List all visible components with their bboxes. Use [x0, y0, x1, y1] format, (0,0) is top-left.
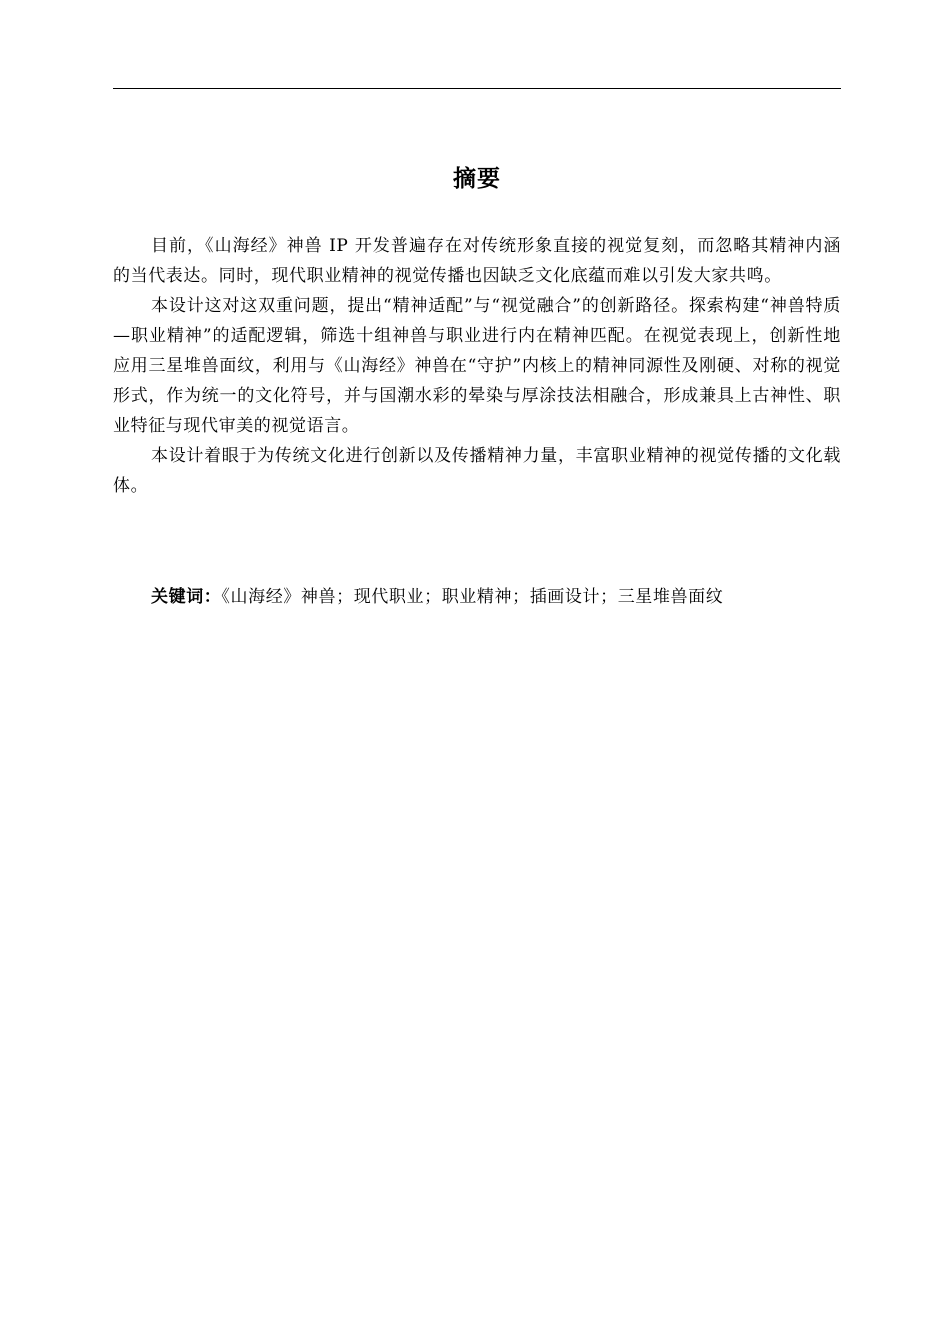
keywords-line	[151, 582, 841, 612]
abstract-paragraph-1: 目前，《山海经》神兽 IP 开发普遍存在对传统形象直接的视觉复刻，而忽略其精神内涵的当代表达。同时，现代职业精神的视觉传播也因缺乏文化底蕴而难以引发大家共鸣。	[113, 236, 841, 286]
keywords-text: 《山海经》神兽；现代职业；职业精神；插画设计；三星堆兽面纹	[221, 587, 724, 607]
abstract-paragraph-3: 本设计着眼于为传统文化进行创新以及传播精神力量，丰富职业精神的视觉传播的文化载体。	[113, 446, 841, 496]
abstract-body	[113, 231, 841, 501]
header-rule	[113, 88, 841, 89]
keywords-label: 关键词：	[151, 587, 222, 607]
abstract-title: 摘要	[453, 166, 501, 192]
abstract-paragraph-2: 本设计这对这双重问题，提出“精神适配”与“视觉融合”的创新路径。探索构建“神兽特质—职业精神”的适配逻辑，筛选十组神兽与职业进行内在精神匹配。在视觉表现上，创新性地应用三星堆兽面纹，利用与《山海经》神兽在“守护”内核上的精神同源性及刚硬、对称的视觉形式，作为统一的文化符号，并与国潮水彩的晕染与厚涂技法相融合，形成兼具上古神性、职业特征与现代审美的视觉语言。	[113, 296, 841, 436]
